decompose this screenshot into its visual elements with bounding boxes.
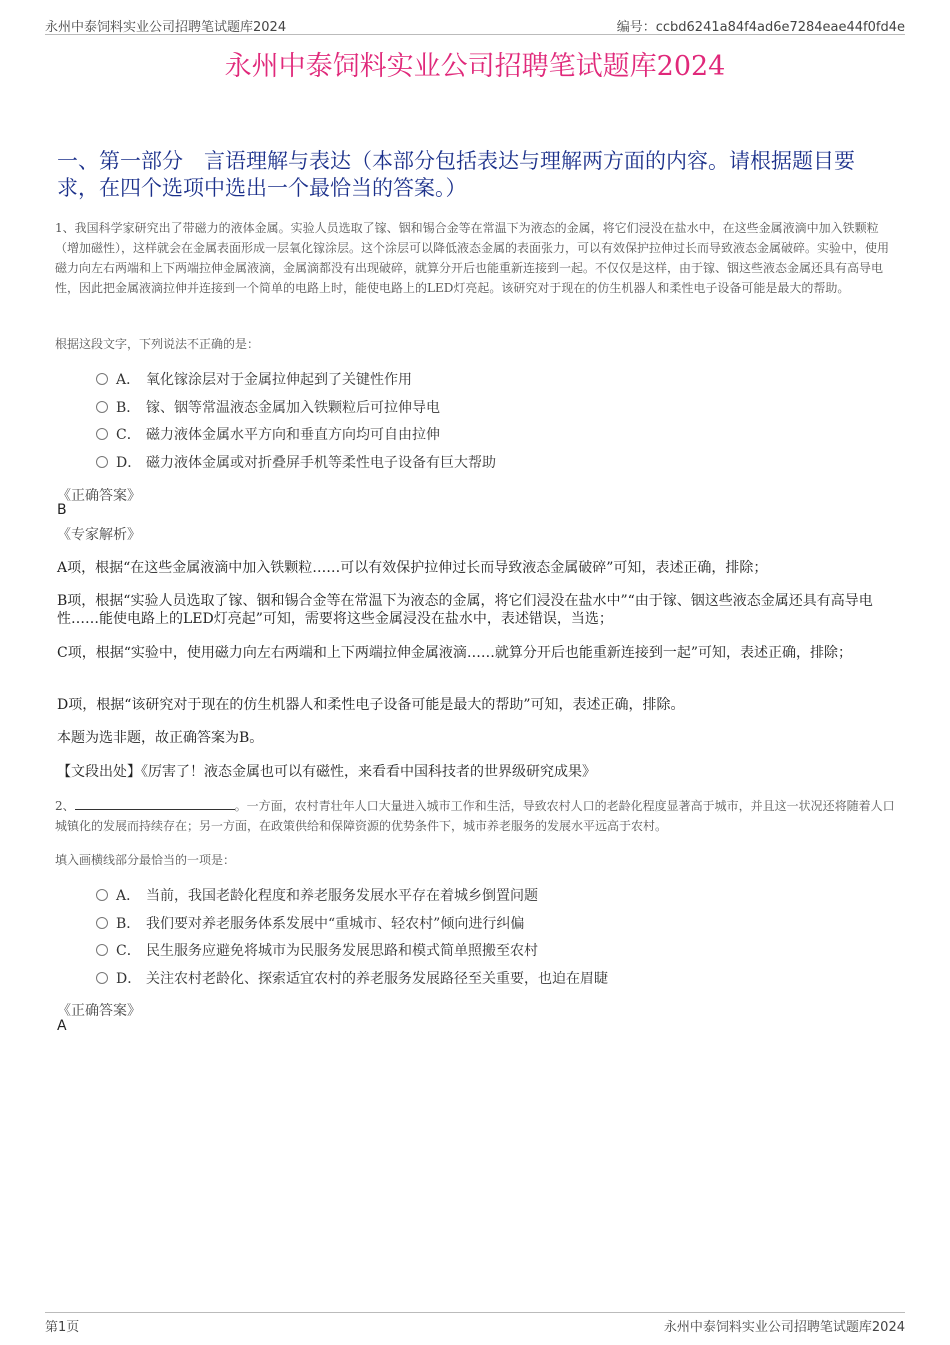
q1-option-a[interactable]: A． 氧化镓涂层对于金属拉伸起到了关键性作用 [96,370,412,390]
q1-explanation-c: C项，根据“实验中，使用磁力向左右两端和上下两端拉伸金属液滴……就算分开后也能重新连接到一起”可知，表述正确，排除； [57,645,853,661]
q1-passage: 1、我国科学家研究出了带磁力的液体金属。实验人员选取了镓、铟和锡合金等在常温下为液态的金属，将它们浸没在盐水中，在这些金属液滴中加入铁颗粒（增加磁性），这样就会在金属表面形成一层氧化镓涂层。这个涂层可以降低液态金属的表面张力，可以有效保护拉伸过长而导致液态金属破碎。实验中，使用磁力向左右两端和上下两端拉伸金属液滴，金属滴都没有出现破碎，就算分开后也能重新连接到一起。不仅仅是这样，由于镓、铟这些液态金属还具有高导电性，因此把金属液滴拉伸并连接到一个简单的电路上时，能使电路上的LED灯亮起。该研究对于现在的仿生机器人和柔性电子设备可能是最大的帮助。 [55,221,890,295]
q1-option-d[interactable]: D． 磁力液体金属或对折叠屏手机等柔性电子设备有巨大帮助 [96,453,496,473]
q1-source: 【文段出处】《厉害了！液态金属也可以有磁性，来看看中国科技者的世界级研究成果》 [57,764,596,780]
radio-icon[interactable] [96,373,108,385]
radio-icon[interactable] [96,456,108,468]
q2-option-b[interactable]: B． 我们要对养老服务体系发展中“重城市、轻农村”倾向进行纠偏 [96,914,524,934]
fill-blank [75,797,235,810]
q2-option-a[interactable]: A． 当前，我国老龄化程度和养老服务发展水平存在着城乡倒置问题 [96,886,538,906]
radio-icon[interactable] [96,889,108,901]
q1-explanation-d: D项，根据“该研究对于现在的仿生机器人和柔性电子设备可能是最大的帮助”可知，表述正确，排除。 [57,697,685,713]
q1-conclusion: 本题为选非题，故正确答案为B。 [57,730,264,746]
q1-answer-label: 《正确答案》 [57,488,141,504]
page-header [45,14,905,35]
footer-title: 永州中泰饲料实业公司招聘笔试题库2024 [663,1320,905,1335]
radio-icon[interactable] [96,917,108,929]
q2-option-c[interactable]: C． 民生服务应避免将城市为民服务发展思路和模式简单照搬至农村 [96,941,538,961]
q1-answer: B [57,502,67,518]
page-title: 永州中泰饲料实业公司招聘笔试题库2024 [224,51,726,82]
q1-prompt: 根据这段文字，下列说法不正确的是： [55,337,260,351]
q2-prompt: 填入画横线部分最恰当的一项是： [55,853,236,867]
page-footer [45,1312,905,1335]
q1-option-c[interactable]: C． 磁力液体金属水平方向和垂直方向均可自由拉伸 [96,425,440,445]
page-number: 第1页 [45,1320,80,1335]
q2-answer-label: 《正确答案》 [57,1003,141,1019]
q1-explanation-b: B项，根据“实验人员选取了镓、铟和锡合金等在常温下为液态的金属，将它们浸没在盐水中”“由于镓、铟这些液态金属还具有高导电性……能使电路上的LED灯亮起”可知，需要将这些金属浸没在盐水中，表述错误，当选； [57,593,873,627]
radio-icon[interactable] [96,972,108,984]
header-doc-id: 编号：ccbd6241a84f4ad6e7284eae44f0fd4e [616,20,905,35]
header-title: 永州中泰饲料实业公司招聘笔试题库2024 [45,20,287,35]
q1-option-b[interactable]: B． 镓、铟等常温液态金属加入铁颗粒后可拉伸导电 [96,398,440,418]
q1-explanation-a: A项，根据“在这些金属液滴中加入铁颗粒……可以有效保护拉伸过长而导致液态金属破碎”可知，表述正确，排除； [57,560,768,576]
radio-icon[interactable] [96,944,108,956]
section-heading: 一、第一部分 言语理解与表达（本部分包括表达与理解两方面的内容。请根据题目要求，在四个选项中选出一个最恰当的答案。） [57,149,855,200]
radio-icon[interactable] [96,401,108,413]
q2-option-d[interactable]: D． 关注农村老龄化、探索适宜农村的养老服务发展路径至关重要，也迫在眉睫 [96,969,608,989]
radio-icon[interactable] [96,428,108,440]
q1-analysis-label: 《专家解析》 [57,527,141,543]
q2-answer: A [57,1018,67,1034]
q2-passage: 2、 。一方面，农村青壮年人口大量进入城市工作和生活，导致农村人口的老龄化程度显著高于城市，并且这一状况还将随着人口城镇化的发展而持续存在；另一方面，在政策供给和保障资源的优势条件下，城市养老服务的发展水平远高于农村。 [55,799,895,833]
